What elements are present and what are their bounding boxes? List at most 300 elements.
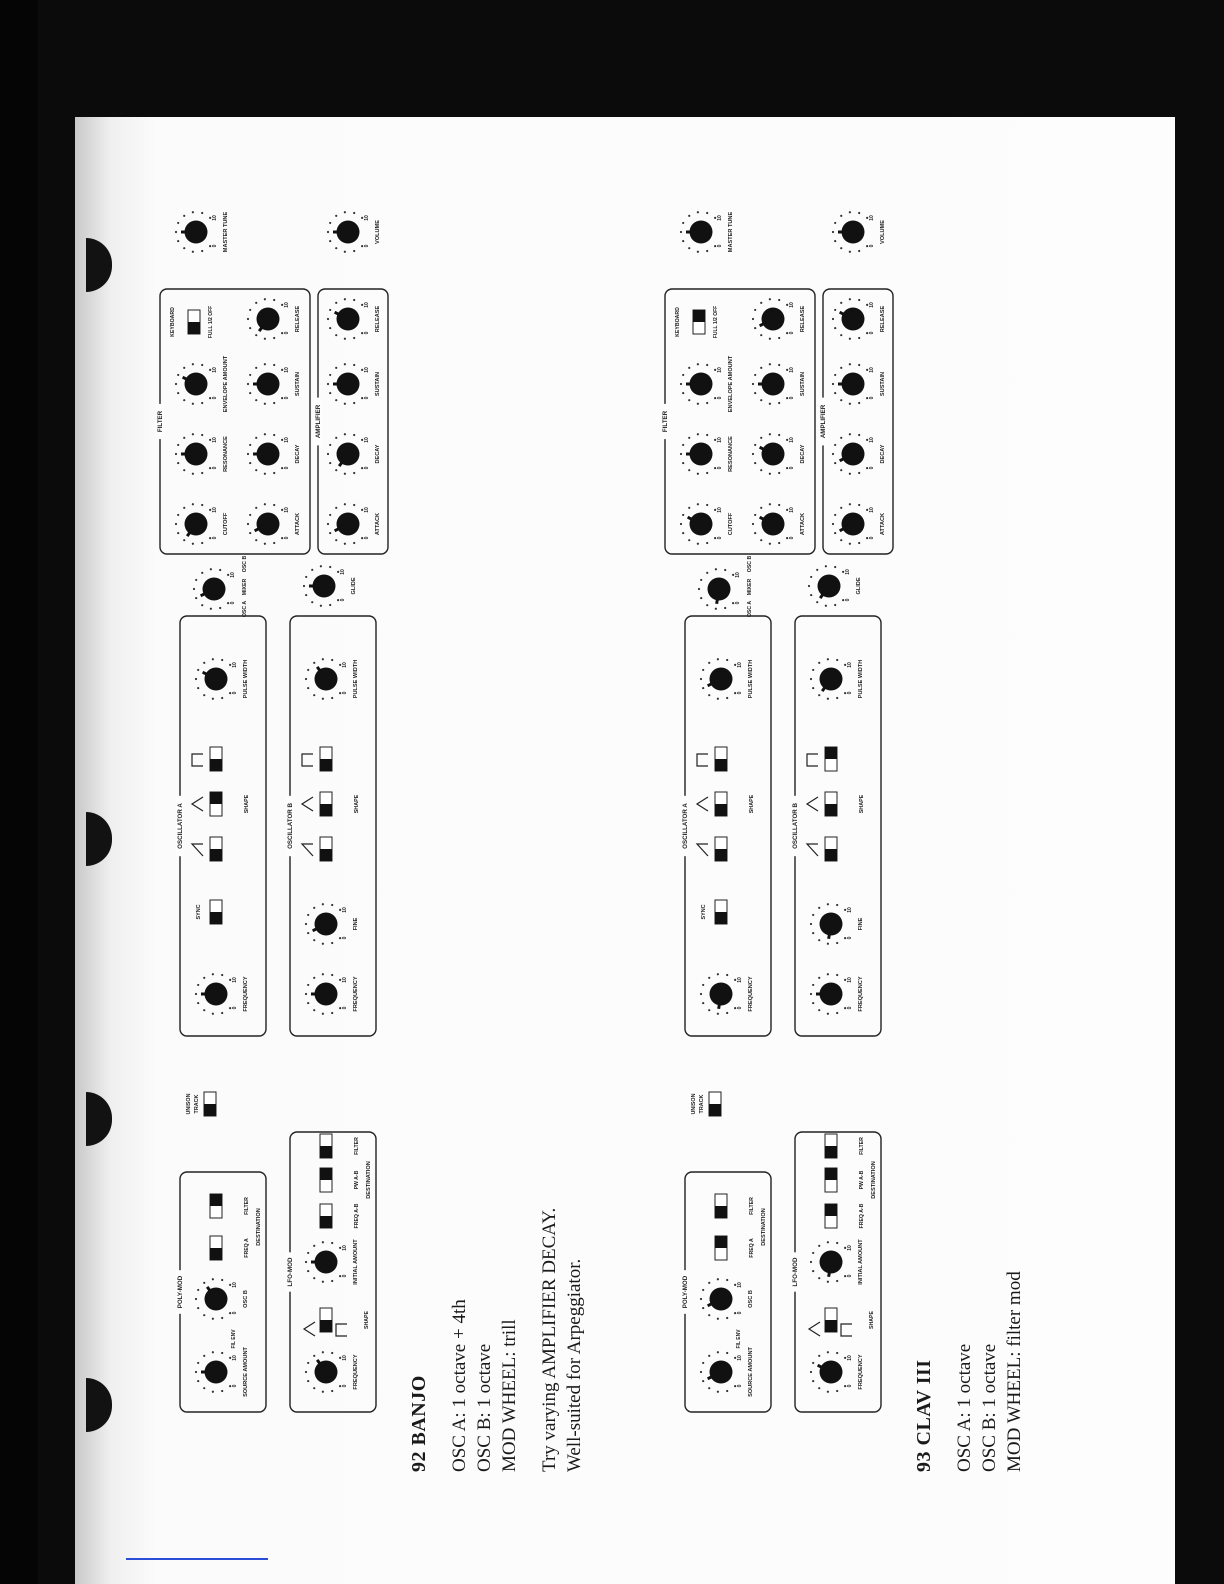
knob-scale-dot (193, 588, 195, 590)
panel-label: PW A-B (859, 1170, 865, 1190)
knob (752, 503, 806, 545)
knob-scale-dot (313, 662, 315, 664)
panel-label: 0 (364, 331, 370, 335)
panel-label: OSC A (747, 600, 753, 618)
switch-lever (715, 1236, 727, 1248)
panel-label: RESONANCE (223, 436, 229, 472)
knob-scale-dot (706, 572, 708, 574)
knob-scale-dot (732, 602, 734, 604)
knob-scale-dot (760, 539, 762, 541)
knob (810, 1351, 864, 1393)
knob-scale-dot (313, 694, 315, 696)
waveform-icon (697, 754, 708, 766)
panel-label: 10 (230, 572, 236, 578)
knob-scale-dot (183, 399, 185, 401)
knob (752, 433, 806, 475)
knob-scale-dot (201, 604, 203, 606)
knob-scale-dot (329, 462, 331, 464)
switch (320, 1168, 332, 1192)
switch-lever (825, 1146, 837, 1158)
patch-title: 93 CLAV III (913, 1359, 935, 1472)
knob-scale-dot (858, 434, 860, 436)
waveform-icon (304, 1322, 315, 1336)
knob-scale-dot (212, 1278, 214, 1280)
panel-label: RELEASE (800, 305, 806, 333)
knob-scale-dot (322, 1281, 324, 1283)
panel-label: KEYBOARD (170, 307, 176, 337)
knob-scale-dot (778, 337, 780, 339)
knob-scale-dot (840, 334, 842, 336)
knob-scale-dot (778, 364, 780, 366)
knob-scale-dot (734, 664, 736, 666)
patch-mod-wheel: MOD WHEEL: filter mod (1004, 1271, 1025, 1472)
knob-scale-dot (717, 1318, 719, 1320)
switch-lever (188, 322, 200, 334)
knob-scale-dot (335, 469, 337, 471)
panel-label: FIL ENV (231, 1329, 237, 1349)
panel-label: OSC B (747, 555, 753, 573)
knob-scale-dot (313, 1277, 315, 1279)
panel-label: 10 (717, 215, 723, 221)
panel-label: 0 (737, 1006, 743, 1010)
panel-label: 0 (364, 466, 370, 470)
knob-scale-dot (209, 245, 211, 247)
knob-scale-dot (832, 383, 834, 385)
panel-label: FILTER (354, 1137, 360, 1155)
knob-scale-dot (812, 1002, 814, 1004)
knob-scale-dot (688, 247, 690, 249)
panel-label: FULL 1/2 OFF (713, 305, 719, 339)
knob-scale-dot (183, 215, 185, 217)
knob-scale-dot (183, 367, 185, 369)
knob-scale-dot (212, 658, 214, 660)
knob (810, 1239, 864, 1285)
panel-label: 10 (717, 437, 723, 443)
knob-scale-dot (697, 251, 699, 253)
knob-scale-dot (849, 251, 851, 253)
knob-scale-dot (812, 984, 814, 986)
knob-scale-dot (834, 444, 836, 446)
knob-scale-dot (680, 231, 682, 233)
panel-label: GLIDE (351, 577, 357, 595)
knob-scale-dot (249, 462, 251, 464)
panel-label: 10 (364, 507, 370, 513)
panel-label: RELEASE (880, 305, 886, 333)
waveform-icon (807, 754, 818, 766)
knob-scale-dot (680, 523, 682, 525)
knob (700, 658, 754, 700)
knob-scale-dot (273, 472, 275, 474)
panel-label: UNISON (691, 1093, 697, 1115)
panel-label: 10 (342, 977, 348, 983)
knob-scale-dot (708, 662, 710, 664)
knob-scale-dot (335, 539, 337, 541)
knob-scale-dot (247, 453, 249, 455)
switch (715, 837, 727, 861)
panel-label: 0 (845, 598, 851, 602)
knob-scale-dot (249, 309, 251, 311)
knob-scale-dot (247, 318, 249, 320)
panel-label: 0 (364, 396, 370, 400)
knob-scale-dot (249, 532, 251, 534)
switch (825, 1168, 837, 1192)
patch-osc-b: OSC B: 1 octave (474, 1343, 495, 1472)
knob-scale-dot (706, 504, 708, 506)
knob-scale-dot (307, 1002, 309, 1004)
knob-scale-dot (834, 374, 836, 376)
knob-scale-dot (335, 367, 337, 369)
patch-note: Try varying AMPLIFIER DECAY. (539, 1207, 560, 1472)
panel-label: 0 (789, 331, 795, 335)
knob-scale-dot (827, 1241, 829, 1243)
panel-label: 10 (847, 977, 853, 983)
knob (327, 211, 381, 253)
knob-scale-dot (706, 542, 708, 544)
panel-label: SHAPE (749, 794, 755, 814)
knob-scale-dot (353, 364, 355, 366)
panel-label: DESTINATION (366, 1161, 372, 1199)
knob-scale-dot (313, 1245, 315, 1247)
knob-scale-dot (197, 1002, 199, 1004)
panel-label: 0 (737, 1311, 743, 1315)
panel-label: MIXER (747, 578, 753, 596)
knob-scale-dot (201, 572, 203, 574)
knob-scale-dot (192, 403, 194, 405)
knob-scale-dot (197, 669, 199, 671)
waveform-icon (841, 1324, 852, 1336)
knob-scale-dot (229, 692, 231, 694)
knob-scale-dot (812, 914, 814, 916)
knob-scale-dot (769, 433, 771, 435)
knob-scale-dot (812, 932, 814, 934)
knob-scale-dot (714, 537, 716, 539)
panel-label: 10 (212, 215, 218, 221)
knob-scale-dot (827, 903, 829, 905)
knob-scale-dot (273, 542, 275, 544)
switch (320, 1308, 332, 1332)
knob-scale-dot (734, 692, 736, 694)
knob-scale-dot (183, 539, 185, 541)
knob-scale-dot (353, 504, 355, 506)
knob-scale-dot (195, 678, 197, 680)
knob-scale-dot (255, 302, 257, 304)
knob-scale-dot (322, 943, 324, 945)
panel-label: FILTER (662, 410, 669, 433)
knob-scale-dot (329, 327, 331, 329)
knob-scale-dot (322, 658, 324, 660)
knob-scale-dot (717, 698, 719, 700)
knob-scale-dot (858, 504, 860, 506)
switch-lever (320, 1168, 332, 1180)
knob (680, 211, 734, 253)
panel-label: 0 (212, 536, 218, 540)
knob-scale-dot (195, 993, 197, 995)
knob-scale-dot (818, 1245, 820, 1247)
knob-scale-dot (834, 222, 836, 224)
knob-scale-dot (866, 537, 868, 539)
knob-scale-dot (708, 977, 710, 979)
switch-lever (825, 1204, 837, 1216)
knob-scale-dot (702, 1362, 704, 1364)
knob-scale-dot (708, 1314, 710, 1316)
knob-scale-dot (331, 974, 333, 976)
knob-scale-dot (320, 605, 322, 607)
panel-label: ENVELOPE AMOUNT (223, 355, 229, 413)
knob-scale-dot (344, 433, 346, 435)
knob-scale-dot (844, 1247, 846, 1249)
knob-scale-dot (818, 1277, 820, 1279)
panel-label: 10 (284, 437, 290, 443)
panel-label: 10 (342, 662, 348, 668)
knob-scale-dot (247, 523, 249, 525)
knob-scale-dot (714, 509, 716, 511)
knob-scale-dot (335, 247, 337, 249)
switch (709, 1092, 721, 1116)
knob-scale-dot (702, 1380, 704, 1382)
panel-label: 10 (737, 662, 743, 668)
panel-label: 0 (735, 601, 741, 605)
knob-scale-dot (197, 1289, 199, 1291)
waveform-icon (302, 754, 313, 766)
knob-scale-dot (752, 383, 754, 385)
knob-scale-dot (339, 937, 341, 939)
knob-scale-dot (844, 1275, 846, 1277)
panel-label: INITIAL AMOUNT (858, 1239, 864, 1285)
panel-label: DESTINATION (761, 1208, 767, 1246)
knob-scale-dot (281, 369, 283, 371)
panel-label: ATTACK (880, 512, 886, 536)
knob-scale-dot (866, 509, 868, 511)
panel-label: 0 (717, 536, 723, 540)
knob (195, 1347, 249, 1397)
switch (210, 792, 222, 816)
knob-scale-dot (353, 299, 355, 301)
knob-scale-dot (702, 1002, 704, 1004)
knob-scale-dot (203, 977, 205, 979)
switch-lever (210, 759, 222, 771)
switch (825, 1134, 837, 1158)
knob-scale-dot (177, 222, 179, 224)
knob-scale-dot (786, 537, 788, 539)
knob-scale-dot (849, 338, 851, 340)
knob (305, 1351, 359, 1393)
knob-scale-dot (836, 1012, 838, 1014)
panel-label: 0 (284, 536, 290, 540)
knob-scale-dot (769, 338, 771, 340)
panel-label: TRACK (194, 1094, 200, 1114)
panel-label: VOLUME (880, 220, 886, 244)
knob-scale-dot (786, 369, 788, 371)
knob-scale-dot (844, 937, 846, 939)
knob-scale-dot (177, 392, 179, 394)
switch (825, 792, 837, 816)
knob-scale-dot (816, 569, 818, 571)
panel-label: 0 (342, 1384, 348, 1388)
knob-scale-dot (203, 1355, 205, 1357)
knob-scale-dot (844, 909, 846, 911)
knob-scale-dot (331, 1012, 333, 1014)
panel-label: SHAPE (859, 794, 865, 814)
knob-scale-dot (307, 984, 309, 986)
knob-scale-dot (827, 698, 829, 700)
panel-label: 0 (737, 691, 743, 695)
knob-scale-dot (714, 439, 716, 441)
knob-scale-dot (836, 1280, 838, 1282)
knob-scale-dot (307, 1270, 309, 1272)
knob-scale-dot (715, 608, 717, 610)
knob-scale-dot (229, 1357, 231, 1359)
knob-scale-dot (175, 523, 177, 525)
knob (832, 363, 886, 405)
patch-panel (156, 211, 388, 1412)
knob (247, 433, 301, 475)
knob-scale-dot (840, 469, 842, 471)
knob-scale-dot (702, 984, 704, 986)
knob-scale-dot (192, 363, 194, 365)
panel-label: FREQ A (244, 1238, 250, 1258)
knob-scale-dot (754, 392, 756, 394)
panel-label: 0 (230, 601, 236, 605)
knob-scale-dot (849, 403, 851, 405)
knob-scale-dot (858, 542, 860, 544)
knob-scale-dot (786, 397, 788, 399)
patch-panel (661, 211, 893, 1412)
panel-label: FILTER (859, 1137, 865, 1155)
switch (715, 792, 727, 816)
knob-scale-dot (810, 923, 812, 925)
knob-scale-dot (866, 397, 868, 399)
knob-scale-dot (344, 503, 346, 505)
knob-scale-dot (197, 687, 199, 689)
panel-label: 0 (232, 1384, 238, 1388)
panel-label: 10 (232, 977, 238, 983)
panel-label: 10 (737, 1282, 743, 1288)
knob-scale-dot (339, 1357, 341, 1359)
panel-label: SHAPE (244, 794, 250, 814)
knob-scale-dot (197, 1380, 199, 1382)
knob-scale-dot (840, 247, 842, 249)
knob (303, 565, 357, 607)
panel-label: OSC B (242, 555, 248, 573)
panel-label: 0 (847, 1384, 853, 1388)
knob-scale-dot (192, 251, 194, 253)
knob-scale-dot (311, 569, 313, 571)
panel-label: 10 (717, 507, 723, 513)
knob-scale-dot (273, 402, 275, 404)
knob-scale-dot (714, 467, 716, 469)
panel-label: CUTOFF (728, 512, 734, 536)
panel-label: 0 (212, 396, 218, 400)
panel-label: FILTER (244, 1197, 250, 1215)
panel-label: 0 (284, 331, 290, 335)
panel-label: 10 (869, 437, 875, 443)
knob-scale-dot (697, 473, 699, 475)
knob (832, 503, 886, 545)
panel-label: 0 (342, 1274, 348, 1278)
knob-scale-dot (760, 399, 762, 401)
knob-scale-dot (866, 467, 868, 469)
knob-scale-dot (786, 304, 788, 306)
panel-label: FILTER (157, 410, 164, 433)
knob-scale-dot (832, 523, 834, 525)
knob-scale-dot (229, 979, 231, 981)
knob-scale-dot (331, 1242, 333, 1244)
switch-lever (715, 759, 727, 771)
knob (680, 503, 734, 545)
switch-lever (320, 804, 332, 816)
knob-scale-dot (361, 467, 363, 469)
knob-scale-dot (769, 363, 771, 365)
knob-scale-dot (183, 437, 185, 439)
knob-scale-dot (849, 363, 851, 365)
knob-scale-dot (221, 1352, 223, 1354)
switch (825, 837, 837, 861)
panel-label: AMPLIFIER (820, 404, 827, 439)
knob-scale-dot (726, 659, 728, 661)
knob-scale-dot (212, 1391, 214, 1393)
knob-scale-dot (221, 1279, 223, 1281)
knob-scale-dot (700, 993, 702, 995)
panel-label: 0 (342, 936, 348, 940)
knob-scale-dot (752, 318, 754, 320)
panel-label: POLY-MOD (177, 1275, 184, 1309)
knob (175, 355, 229, 412)
knob-scale-dot (201, 472, 203, 474)
knob-scale-dot (353, 542, 355, 544)
knob-scale-dot (353, 250, 355, 252)
knob-scale-dot (339, 692, 341, 694)
knob-scale-dot (305, 678, 307, 680)
waveform-icon (809, 1322, 820, 1336)
panel-label: 0 (232, 1311, 238, 1315)
panel-label: 0 (284, 466, 290, 470)
switch-lever (715, 804, 727, 816)
patch-osc-b: OSC B: 1 octave (979, 1343, 1000, 1472)
panel-label: 10 (869, 302, 875, 308)
knob-scale-dot (331, 697, 333, 699)
knob-scale-dot (700, 579, 702, 581)
knob-scale-dot (760, 334, 762, 336)
knob-scale-dot (697, 363, 699, 365)
panel-label: 0 (869, 466, 875, 470)
knob-scale-dot (688, 437, 690, 439)
knob-scale-dot (203, 1314, 205, 1316)
knob-scale-dot (183, 507, 185, 509)
knob-scale-dot (769, 503, 771, 505)
panel-label: FREQ A (749, 1238, 755, 1258)
switch-lever (825, 1320, 837, 1332)
switch (210, 837, 222, 861)
knob-scale-dot (197, 1307, 199, 1309)
knob-scale-dot (307, 932, 309, 934)
panel-label: LFO-MOD (287, 1257, 294, 1287)
knob-scale-dot (706, 212, 708, 214)
knob-scale-dot (706, 472, 708, 474)
knob-scale-dot (331, 1390, 333, 1392)
knob-scale-dot (708, 1387, 710, 1389)
knob-scale-dot (361, 304, 363, 306)
panel-label: 0 (717, 244, 723, 248)
knob-scale-dot (209, 397, 211, 399)
panel-label: SHAPE (364, 1311, 370, 1329)
knob-scale-dot (264, 338, 266, 340)
panel-label: 10 (232, 1282, 238, 1288)
panel-label: 10 (342, 907, 348, 913)
knob-scale-dot (201, 504, 203, 506)
knob-scale-dot (212, 698, 214, 700)
knob-scale-dot (818, 662, 820, 664)
panel-label: FILTER (749, 1197, 755, 1215)
